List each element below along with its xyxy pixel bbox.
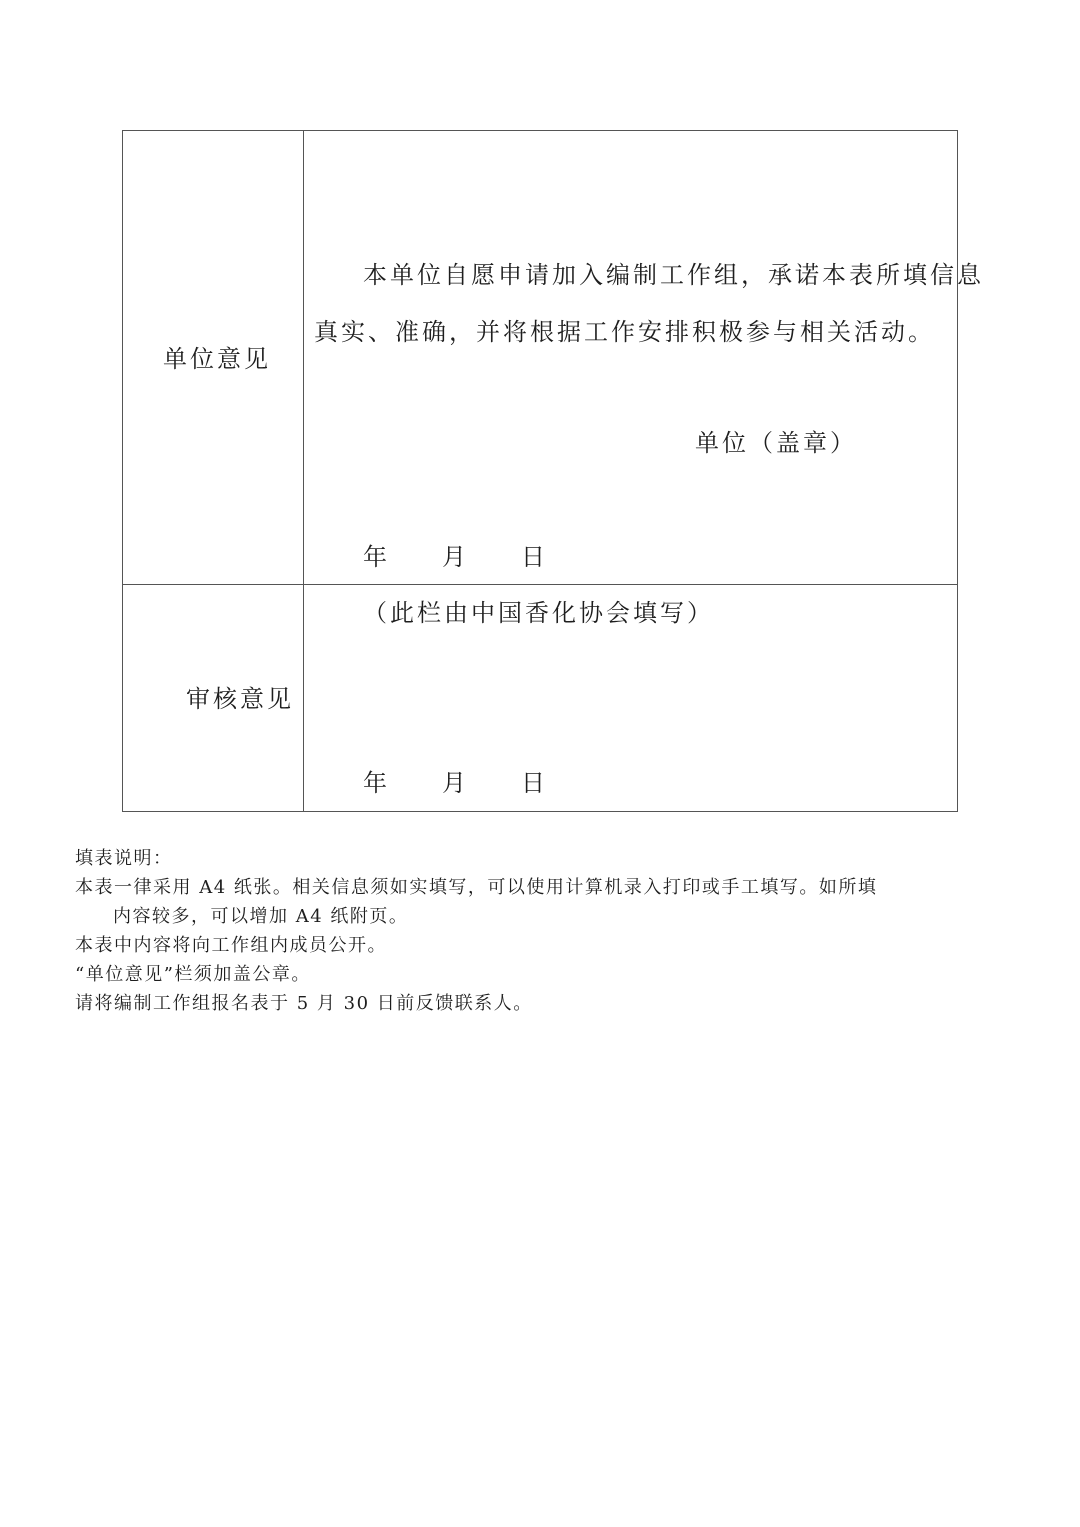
review-opinion-note: （此栏由中国香化协会填写）	[363, 599, 714, 627]
instruction-item-paper: 本表一律采用 A4 纸张。相关信息须如实填写，可以使用计算机录入打印或手工填写。如所填	[75, 877, 878, 898]
unit-stamp-label: 单位（盖章）	[695, 429, 857, 457]
unit-opinion-label: 单位意见	[163, 345, 271, 373]
unit-opinion-date	[363, 545, 548, 569]
instruction-item-seal: “单位意见”栏须加盖公章。	[75, 964, 311, 985]
date-year-label: 年	[363, 769, 390, 797]
date-month-label: 月	[442, 769, 469, 797]
row-divider	[123, 584, 957, 585]
date-day-label: 日	[521, 543, 548, 571]
column-divider	[303, 131, 304, 811]
date-year-label: 年	[363, 543, 390, 571]
review-opinion-date	[363, 771, 548, 795]
unit-commitment-line-2: 真实、准确，并将根据工作安排积极参与相关活动。	[314, 318, 935, 346]
form-instructions	[75, 844, 877, 1018]
instruction-item-paper-continued: 内容较多，可以增加 A4 纸附页。	[113, 906, 409, 927]
date-month-label: 月	[442, 543, 469, 571]
instruction-item-public: 本表中内容将向工作组内成员公开。	[75, 935, 387, 956]
date-day-label: 日	[521, 769, 548, 797]
instructions-heading: 填表说明：	[75, 848, 173, 869]
instruction-item-deadline: 请将编制工作组报名表于 5 月 30 日前反馈联系人。	[75, 993, 533, 1014]
unit-commitment-line-1: 本单位自愿申请加入编制工作组，承诺本表所填信息	[363, 261, 984, 289]
review-opinion-label: 审核意见	[186, 685, 294, 713]
application-form-table	[122, 130, 984, 812]
